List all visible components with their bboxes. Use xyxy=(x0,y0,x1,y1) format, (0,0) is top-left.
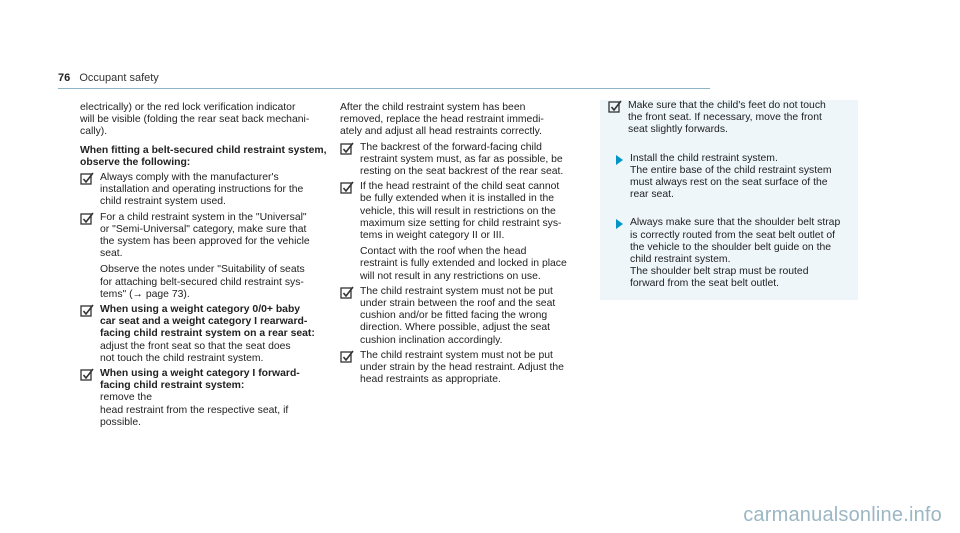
step-text-line: the vehicle to the shoulder belt guide on the xyxy=(630,241,832,253)
item-text-line: the system has been approved for the vehicle xyxy=(100,236,310,248)
section-heading xyxy=(80,145,340,169)
check-list-item xyxy=(80,304,340,365)
check-list-item xyxy=(80,172,340,209)
item-note-line: tems" (→ page 73). xyxy=(100,288,190,300)
item-text-line: under strain between the roof and the seat xyxy=(360,298,556,310)
item-text-line: adjust the front seat so that the seat does xyxy=(100,340,291,352)
item-text-line: child restraint system used. xyxy=(100,196,226,208)
item-heading-line: When using a weight category 0/0+ baby xyxy=(100,304,301,316)
intro-line: removed, replace the head restraint immedi- xyxy=(340,114,544,126)
checkbox-check-icon xyxy=(80,304,94,318)
item-note-line: Observe the notes under "Suitability of seats xyxy=(100,264,305,276)
column-1 xyxy=(80,102,340,429)
item-text-line: seat slightly forwards. xyxy=(628,124,728,136)
item-text-line: direction. Where possible, adjust the seat xyxy=(360,322,551,334)
step-text-line: The entire base of the child restraint system xyxy=(630,164,832,176)
item-text-line: possible. xyxy=(100,416,142,428)
item-text-line: cushion and/or be fitted facing the wrong xyxy=(360,310,548,322)
item-text-line: tems in weight category II or III. xyxy=(360,230,505,242)
intro-line: ately and adjust all head restraints correctly. xyxy=(340,126,542,138)
checkbox-check-icon xyxy=(80,368,94,382)
item-text-line: head restraint from the respective seat, if xyxy=(100,404,289,416)
item-text-line: resting on the seat backrest of the rear seat. xyxy=(360,166,564,178)
item-text-line: The backrest of the forward-facing child xyxy=(360,141,542,153)
item-text-line: Always comply with the manufacturer's xyxy=(100,172,279,184)
item-text-line: seat. xyxy=(100,248,123,260)
item-text-line: For a child restraint system in the "Universal" xyxy=(100,211,307,223)
column-2 xyxy=(340,102,598,386)
intro-line: After the child restraint system has been xyxy=(340,102,526,113)
item-text-line: Make sure that the child's feet do not touch xyxy=(628,100,826,111)
heading-line: When fitting a belt-secured child restraint system, xyxy=(80,144,327,156)
checkbox-check-icon xyxy=(608,100,622,114)
step-arrow-icon xyxy=(616,219,623,229)
check-list-item xyxy=(340,142,598,179)
item-heading-line: When using a weight category I forward- xyxy=(100,368,300,380)
item-text-line: installation and operating instructions for the xyxy=(100,184,304,196)
step-text-line: The shoulder belt strap must be routed xyxy=(630,266,809,278)
check-list-item xyxy=(80,368,340,429)
step-text-line: is correctly routed from the seat belt outlet of xyxy=(630,229,836,241)
checkbox-check-icon xyxy=(340,350,354,364)
item-text-line: under strain by the head restraint. Adjust the xyxy=(360,362,564,374)
checkbox-check-icon xyxy=(340,181,354,195)
step-text-line: child restraint system. xyxy=(630,254,731,266)
step-text-line: forward from the seat belt outlet. xyxy=(630,278,780,290)
checkbox-check-icon xyxy=(340,286,354,300)
item-heading-line: facing child restraint system on a rear seat: xyxy=(100,328,315,340)
section-title: Occupant safety xyxy=(79,72,159,84)
item-text-line: or "Semi-Universal" category, make sure that xyxy=(100,223,307,235)
item-text-line: cushion inclination accordingly. xyxy=(360,334,503,346)
step-text-line: must always rest on the seat surface of the xyxy=(630,177,828,189)
item-note xyxy=(360,246,598,283)
item-text-line: not touch the child restraint system. xyxy=(100,352,264,364)
item-heading-line: car seat and a weight category I rearward- xyxy=(100,316,308,328)
checkbox-check-icon xyxy=(80,172,94,186)
intro-line: electrically) or the red lock verification indicator xyxy=(80,102,296,113)
check-list-item xyxy=(340,286,598,347)
check-list-item xyxy=(80,212,340,301)
instruction-step xyxy=(608,217,863,290)
item-text-line: The child restraint system must not be put xyxy=(360,285,553,297)
item-note-line: Contact with the roof when the head xyxy=(360,246,527,258)
step-arrow-icon xyxy=(616,155,623,165)
item-note xyxy=(100,264,340,301)
item-heading-line: facing child restraint system: xyxy=(100,380,245,392)
item-text-line: remove the xyxy=(100,392,152,404)
step-text-line: rear seat. xyxy=(630,189,674,201)
item-text-line: restraint system must, as far as possible, be xyxy=(360,153,563,165)
check-list-item xyxy=(340,350,598,387)
item-text-line: be fully extended when it is installed in the xyxy=(360,193,555,205)
checkbox-check-icon xyxy=(80,212,94,226)
item-text-line: If the head restraint of the child seat cannot xyxy=(360,181,560,193)
instruction-step xyxy=(608,153,863,202)
step-text-line: Always make sure that the shoulder belt strap xyxy=(630,217,841,229)
step-text-line: Install the child restraint system. xyxy=(630,152,778,164)
item-note-line: restraint is fully extended and locked in place xyxy=(360,258,567,270)
header-divider xyxy=(58,88,710,89)
item-text-line: the front seat. If necessary, move the front xyxy=(628,112,822,124)
check-list-item xyxy=(608,100,863,137)
item-note-line: will not result in any restrictions on use. xyxy=(360,270,541,282)
item-text-line: vehicle, this will result in restrictions on the xyxy=(360,205,556,217)
page-header xyxy=(58,72,159,84)
intro-line: cally). xyxy=(80,126,108,138)
check-list-item xyxy=(340,181,598,283)
item-text-line: The child restraint system must not be put xyxy=(360,349,553,361)
checkbox-check-icon xyxy=(340,142,354,156)
heading-line: observe the following: xyxy=(80,156,191,168)
column-3 xyxy=(608,100,863,291)
item-text-line: maximum size setting for child restraint sys- xyxy=(360,217,562,229)
page-number: 76 xyxy=(58,72,71,84)
item-note-line: for attaching belt-secured child restraint sys- xyxy=(100,276,304,288)
item-text-line: head restraints as appropriate. xyxy=(360,374,501,386)
watermark: carmanualsonline.info xyxy=(743,504,942,526)
intro-line: will be visible (folding the rear seat back mechani- xyxy=(80,114,310,126)
